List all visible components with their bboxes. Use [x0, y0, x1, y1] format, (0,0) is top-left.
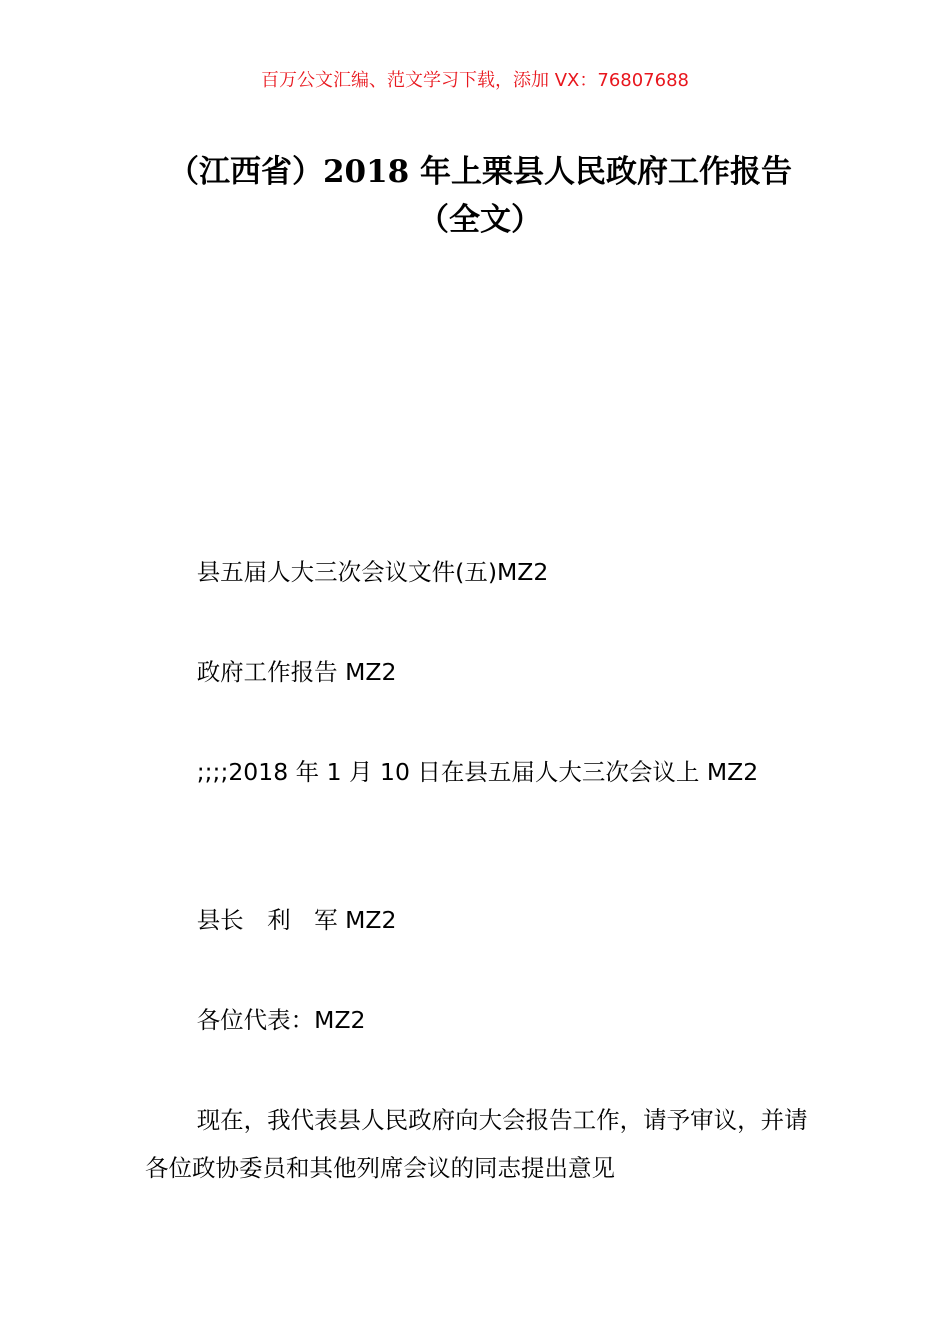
paragraph-report-heading: 政府工作报告 MZ2	[196, 658, 397, 686]
document-title: （江西省）2018 年上栗县人民政府工作报告（全文）	[167, 154, 793, 238]
paragraph-meeting-file: 县五届人大三次会议文件(五)MZ2	[196, 558, 549, 586]
paragraph-speaker: 县长 利 军 MZ2	[196, 906, 397, 934]
paragraph-body-opening: 现在，我代表县人民政府向大会报告工作，请予审议，并请各位政协委员和其他列席会议的同志提出意见	[145, 1106, 808, 1182]
paragraph-salutation: 各位代表：MZ2	[196, 1006, 366, 1034]
ad-header-text: 百万公文汇编、范文学习下载，添加 VX：76807688	[261, 70, 689, 91]
paragraph-date-line: ;;;;2018 年 1 月 10 日在县五届人大三次会议上 MZ2	[196, 758, 759, 786]
